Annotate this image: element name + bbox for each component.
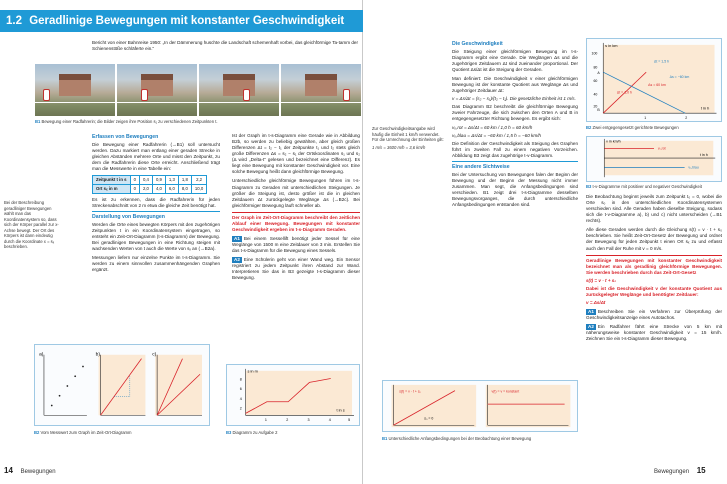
right-task-a2-label: A2 — [588, 324, 594, 330]
b2r-ds2: Δs = −60 km — [669, 75, 690, 80]
table-cell: 0,9 — [152, 176, 165, 185]
page-number-right: 15 — [696, 466, 706, 475]
b2r-ytick: 60 — [593, 78, 598, 83]
right-footer — [654, 466, 706, 477]
heading-darstellung: Darstellung von Bewegungen — [92, 213, 165, 220]
b1-caption-text: Bewegung einer Radfahrerin; die Bilder zeigen ihre Position s₁ zu verschiedenen Zeitpunkten t. — [41, 119, 218, 124]
b3r-line-blau: vₓ,blau — [688, 165, 699, 170]
footer-right-text: Bewegungen — [654, 469, 690, 475]
heading-geschwindigkeit: Die Geschwindigkeit — [452, 41, 503, 47]
para-definition: Die Definition der Geschwindigkeit als Steigung des Graphen führt im zweiten Fall zu einem negativen Vorzeichen. Abbildung B3 zeigt das zugehörige t-v-Diagramm. — [452, 140, 578, 158]
b1-photo-2 — [117, 64, 197, 116]
b1-right-figure — [382, 380, 578, 432]
heading-sichtweise: Eine andere Sichtweise — [452, 163, 510, 170]
b2c-graph — [152, 352, 202, 416]
task-a1-label: A1 — [234, 235, 240, 241]
b3-ytick: 4 — [239, 396, 242, 401]
section-title-bar — [0, 10, 363, 32]
table-cell: 1,8 — [178, 176, 191, 185]
b2r-xtick: 2 — [685, 116, 688, 121]
b2r-ytick: 20 — [593, 104, 598, 109]
b2-right-caption-text: Zwei entgegengesetzt gerichtete Bewegungen — [592, 125, 679, 130]
b2r-xlabel: t in h — [700, 105, 710, 111]
b2-right-caption-label: B2 — [586, 125, 592, 130]
b1-right-caption-text: Unterschiedliche Anfangsbedingungen bei der Beobachtung einer Bewegung — [388, 436, 532, 441]
b2a-label: a) — [39, 352, 44, 358]
para-col2-1-right: Die Beobachtung beginnt jeweils zum Zeitpunkt t₀ = 0, wobei die Orte s₀ in den unterschiedlichen Koordinatensystemen verschieden sind. Alle Geraden haben dieselbe Steigung, sodass sich die t-v-Diagramme a), b) und c) nicht unterscheiden (→B1 rechts). — [586, 194, 722, 224]
b1-photo-3 — [199, 64, 279, 116]
b2-caption-text: Vom Messwert zum Graph im Zeit-Ort-Diagramm — [40, 430, 132, 435]
b3-ytick: 6 — [239, 387, 242, 392]
para-messungen: Messungen liefern nur einzelne Punkte im t-s-Diagramm. Sie werden zu einem sinnvollen zusammenhängenden Graphen ergänzt. — [92, 254, 220, 272]
b2-right-figure — [586, 38, 722, 122]
para-erfassen: Die Bewegung einer Radfahrerin (→B1) soll untersucht werden. Dazu markiert man entlang einer geraden Strecke in gleichen Abständen mehrere Orte und misst den Zeitpunkt, zu dem die Radfahrerin diese Orte erreicht. Anschließend trägt man die Messwerte in eine Tabelle ein: — [92, 141, 220, 172]
task-a1 — [232, 236, 360, 254]
formula-v-rot: vₓ,rot = Δs/Δt = 60 km / 1,0 h = 60 km/h — [452, 124, 533, 130]
b3r-ylabel: v in km/h — [606, 139, 621, 144]
b1-caption — [35, 119, 361, 125]
b3-xtick: 2 — [286, 418, 289, 423]
b2r-dt1: Δt = 1,5 h — [654, 59, 670, 64]
table-row-label: Ort sₓ in m — [93, 184, 131, 193]
b1-right-caption — [382, 436, 578, 442]
b3-xtick: 5 — [348, 418, 351, 423]
right-side-note — [372, 126, 444, 152]
left-footer — [4, 466, 56, 477]
right-page — [364, 0, 727, 484]
b2-right-caption — [586, 125, 722, 131]
b2r-ds1: Δs = 60 km — [648, 82, 666, 87]
table-cell: 6,0 — [165, 184, 178, 193]
b2c-label: c) — [152, 352, 157, 358]
b3-right-caption-label: B3 — [586, 184, 592, 189]
para-after-table: Es ist zu erkennen, dass die Radfahrerin für jeden Streckenabschnitt von 2 m etwa die gleiche Zeit benötigt hat. — [92, 196, 220, 208]
section-number: 1.2 — [6, 15, 22, 27]
table-cell: 1,3 — [165, 176, 178, 185]
right-task-a2-text: Ein Radfahrer fährt eine Strecke von 5 km mit näherungsweise konstanter Geschwindigkeit v = 15 km/h. Zeichnen Sie ein t-s-Diagramm dieser Bewegung. — [586, 324, 722, 342]
para-col2-2: Unterschiedliche gleichförmige Bewegungen führen im t-s-Diagramm zu Geraden mit unterschiedlichen Steigungen. Je größer die Steigung ist, desto größer ist die in gleichen Zeitdauern Δt zurückgelegte Weglänge Δs (→B2c). Bei gleichförmiger Bewegung läuft schneller ab. — [232, 178, 360, 208]
b2r-point-b: B — [597, 108, 600, 113]
para-darstellung: Werden die Orte eines bewegten Körpers mit den zugehörigen Zeitpunkten t in ein Koordinatensystem eingetragen, so entsteht ein Zeit-Ort-Diagramm (t-s-Diagramm) der Bewegung. Bei geradlinigen Bewegungen in eine Richtung steigen mit wachsenden Werten von t auch die Werte von sₓ an (→B2a). — [92, 221, 220, 251]
right-task-a1-label: A1 — [588, 309, 594, 314]
b1-photo-4 — [281, 64, 361, 116]
table-cell: 0 — [130, 184, 139, 193]
b3-right-caption — [586, 184, 722, 190]
summary-red: Der Graph im Zeit-Ort-Diagramm beschreibt den zeitlichen Ablauf einer Bewegung. Bewegungen mit konstanter Geschwindigkeit ergeben im t-s-Diagramm Geraden. — [232, 212, 360, 233]
b2r-xtick: 1 — [644, 116, 647, 121]
footer-left-text: Bewegungen — [20, 469, 56, 475]
table-cell: 4,0 — [152, 184, 165, 193]
section-title: Geradlinige Bewegungen mit konstanter Geschwindigkeit — [29, 15, 345, 27]
b1r-graph1-s0: s₀ = 0 — [424, 416, 434, 421]
measurement-table — [92, 175, 207, 193]
b2-right-graph — [587, 39, 721, 121]
b3r-line-rot: vₓ,rot — [657, 146, 666, 151]
task-a2-text: Eine Schülerin geht von einer Wand weg. Ein Sensor registriert zu jedem Zeitpunkt ihren Abstand zur Wand. Interpretieren Sie das in B3 gezeigte t-s-Diagramm dieser Bewegung. — [232, 257, 360, 281]
table-cell: 2,2 — [191, 176, 206, 185]
intro-quote: Bericht von einer Bahnreise 1950: „In der Dämmerung huschte die Landschaft schemenhaft vorbei, das gleichförmige Ta-tamm der Schienenstöße schläferte ein.“ — [92, 40, 358, 52]
b3-right-figure — [586, 136, 722, 182]
right-task-a1 — [586, 309, 722, 321]
b2-graphs — [35, 345, 209, 425]
para-geschw-2: Man definiert: Die Geschwindigkeit v einer gleichförmigen Bewegung ist der konstante Quotient aus Weglänge Δs und zugehöriger Zeitdauer Δt: — [452, 76, 578, 94]
b1r-graph1-label: s(t) = v · t + s₀ — [399, 389, 422, 394]
b2r-ytick: 80 — [593, 65, 598, 70]
task-a2 — [232, 257, 360, 281]
right-column-1 — [452, 40, 578, 208]
b3-right-caption-text: t-v-Diagramme mit positiver und negativer Geschwindigkeit — [592, 184, 702, 189]
b3-ylabel: s in m — [247, 368, 258, 374]
divider — [452, 161, 578, 162]
b1-photo-1 — [35, 64, 115, 116]
b2a-graph — [39, 352, 87, 416]
b1r-graph2-label: v(t) = v = konstant — [491, 389, 520, 394]
table-cell: 10,0 — [191, 184, 206, 193]
b3-ytick: 8 — [239, 377, 242, 382]
formula-v-blau: vₓ,blau = Δs/Δt = −60 km / 1,5 h = −60 km/h — [452, 132, 541, 138]
b2r-point-a: A — [597, 71, 600, 76]
b3r-xlabel: t in h — [699, 153, 708, 158]
right-column-2 — [586, 194, 722, 342]
task-a2-label: A2 — [234, 257, 240, 263]
b1-right-caption-label: B1 — [382, 436, 388, 441]
para-geschw-1: Die Steigung einer gleichförmigen Bewegung im t-s-Diagramm ergibt eine Gerade. Die Weglängen Δs und die zugehörigen Zeitdauern Δt sind zueinander proportional. Der Quotient Δs/Δt ist die Steigung der Geraden. — [452, 48, 578, 73]
summary-formula-2: v = Δs/Δt — [586, 299, 606, 305]
para-col2-2-right: Alle diese Geraden werden durch die Gleichung s(t) = v · t + s₀ beschrieben. Sie heißt Zeit-Ort-Gesetz der Bewegung und ordnet der Bewegung für jeden Zeitpunkt t einen Ort sₓ zu und erfasst auch den Fall der Ruhe mit v = 0 m/s. — [586, 227, 722, 251]
summary-red-2: Dabei ist die Geschwindigkeit v der konstante Quotient aus zurückgelegter Weglänge und benötigter Zeitdauer: — [586, 285, 722, 297]
table-cell: 8,0 — [178, 184, 191, 193]
b2r-ytick: 100 — [591, 51, 598, 56]
b3-caption-label: B3 — [226, 430, 232, 435]
table-cell: 0,4 — [139, 176, 152, 185]
table-row — [93, 176, 207, 185]
b3-caption-text: Diagramm zu Aufgabe 2 — [232, 430, 278, 435]
summary-formula-1: s(t) = v · t + s₀ — [586, 277, 617, 283]
para-b2: Das Diagramm B2 beschreibt die gleichförmige Bewegung zweier Fahrzeuge, die sich zwischen den Orten A und B in entgegengesetzter Richtung bewegen. Es ergibt sich: — [452, 104, 578, 122]
right-task-a1-text: Beschreiben Sie ein Verfahren zur Überprüfung der Geschwindigkeitsanzeige eines Autotachos. — [586, 309, 722, 321]
left-page — [0, 0, 363, 484]
summary-red-1: Geradlinige Bewegungen mit konstanter Geschwindigkeit bezeichnet man als geradlinig gleichförmige Bewegungen. Sie werden beschrieben durch das Zeit-Ort-Gesetz — [586, 255, 722, 276]
b2b-label: b) — [95, 352, 100, 358]
left-column-1 — [92, 133, 220, 273]
b1-caption-label: B1 — [35, 119, 41, 124]
left-column-2 — [232, 133, 360, 281]
b1-right-graphs — [383, 381, 577, 431]
b2-caption — [34, 430, 210, 436]
b2b-graph — [96, 352, 146, 416]
b2-caption-label: B2 — [34, 430, 40, 435]
formula-v-definition: v = Δs/Δt = (s₂ − s₁)/(t₂ − t₁). Die gesetzliche Einheit ist 1 m/s. — [452, 96, 576, 102]
b3-figure — [226, 364, 360, 426]
b3-ytick: 2 — [239, 406, 242, 411]
divider — [92, 211, 220, 212]
b2-figure — [34, 344, 210, 426]
left-side-note: Bei der Beschreibung geradliniger Bewegungen wählt man das Koordinatensystem so, dass sich der Körper parallel zur x-Achse bewegt. Der Ort des Körpers ist dann eindeutig durch die Koordinate x = sₓ beschrieben. — [4, 200, 59, 250]
b3-right-graph — [587, 137, 721, 181]
b1-photo-strip — [35, 64, 361, 116]
side-note-formula: 1 m/s = 3600 m/h = 3,6 km/h — [372, 144, 426, 150]
b2r-dt2: Δt = 1,0 h — [616, 90, 632, 95]
heading-erfassen: Erfassen von Bewegungen — [92, 134, 159, 140]
b3-xlabel: t in s — [336, 407, 345, 413]
b3-caption — [226, 430, 360, 436]
b3-xtick: 3 — [307, 418, 310, 423]
page-number-left: 14 — [4, 466, 13, 475]
b3-xtick: 1 — [264, 418, 267, 423]
right-task-a2 — [586, 324, 722, 342]
side-note-text: Zur Geschwindigkeitsangabe wird häufig die Einheit 1 km/h verwendet. Für die Umrechnung der Einheiten gilt: — [372, 126, 444, 143]
para-sichtweise: Bei der Untersuchung von Bewegungen falen der Beginn der Bewegung und der Beginn der Messung nicht immer zusammen. Man segt, die Anfangsbedingungen sind verschieden. B1 zeigt drei t-s-Diagramme desselben Bewegungsvorganges, die durch unterschiedliche Anfangsbedingungen entstanden sind. — [452, 171, 578, 208]
b2r-ylabel: s in km — [605, 42, 618, 48]
para-col2-1: Ist der Graph im t-s-Diagramm eine Gerade wie in Abbildung B2b, so werden zu beliebig gewählten, aber gleich großen Differenzen Δt = t₂ − t₁ der Zeitpunkte t₁ und t₂ stets gleich große Differenzen Δs = s₂ − s₁ der Ortskoordinaten s₁ und s₂ (Δ wird „Delta-t“ gelesen und bezeichnet eine Differenz). Es liegt eine Bewegung mit konstanter Geschwindigkeit vor. Eine solche Bewegung heißt dann gleichförmige Bewegung. — [232, 133, 360, 175]
table-row — [93, 184, 207, 193]
table-cell: 0 — [130, 176, 139, 185]
table-row-label: Zeitpunkt t in s — [93, 176, 131, 185]
b2r-ytick: 40 — [593, 92, 598, 97]
task-a1-text: Bei einem Sessellift benötigt jeder Sessel für eine Weglänge von 1500 m eine Zeitdauer von 3 min. Erstellen Sie das t-s-Diagramm für die Bewegung eines Sessels. — [232, 235, 360, 254]
b3-xtick: 4 — [328, 418, 331, 423]
b3-graph — [227, 365, 359, 425]
table-cell: 2,0 — [139, 184, 152, 193]
